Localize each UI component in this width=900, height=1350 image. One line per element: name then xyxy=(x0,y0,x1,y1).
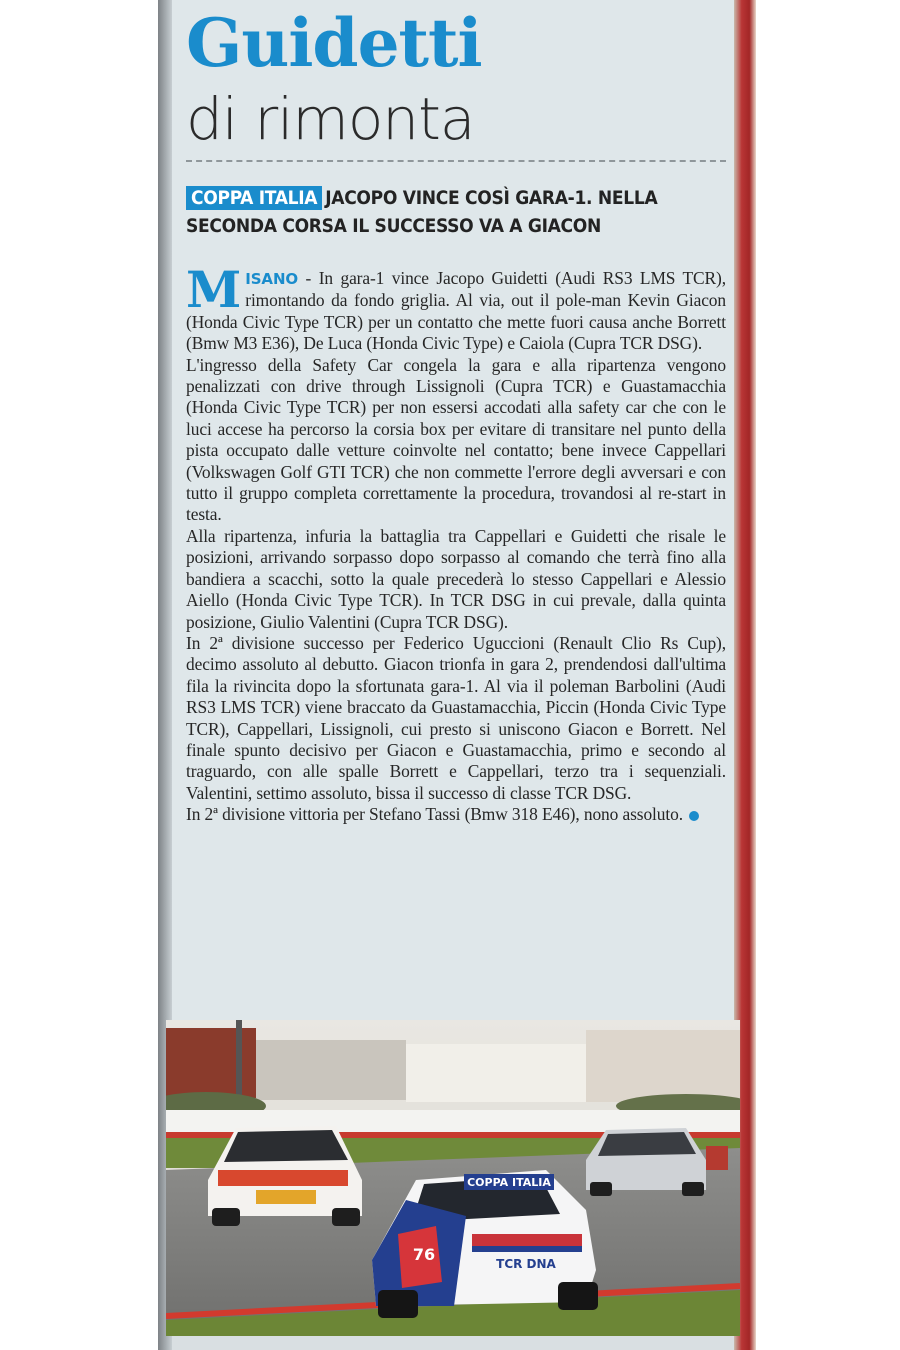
race-photo-illustration xyxy=(166,1020,740,1336)
paragraph-5-text: In 2ª divisione vittoria per Stefano Tassi (Bmw 318 E46), nono assoluto. xyxy=(186,804,683,825)
building-grey xyxy=(256,1040,406,1100)
paragraph-2: L'ingresso della Safety Car congela la gara e alla ripartenza vengono penalizzati con drive through Lissignoli (Cupra TCR) e Guastamacchia (Honda Civic Type TCR) per non essersi accodati alla safety car che con le luci accese ha percorso la corsia box per evitare di transitare nel punto della pista occupato dalle vetture coinvolte nel contatto; bene invece Cappellari (Volkswagen Golf GTI TCR) che non commette l'errore degli avversari e con tutto il gruppo completa correttamente la procedura, trovandosi al re-start in testa. xyxy=(186,354,726,525)
article-title: Guidetti xyxy=(186,4,482,82)
paragraph-1-text: - In gara-1 vince Jacopo Guidetti (Audi RS3 LMS TCR), rimontando da fondo griglia. Al via, out il pole-man Kevin Giacon (Honda Civic Type TCR) per un contatto che mette fuori causa anche Borrett (Bmw M3 E36), De Luca (Honda Civic Type) e Caiola (Cupra TCR DSG). xyxy=(186,268,726,354)
paragraph-5 xyxy=(186,804,726,825)
article-body xyxy=(186,260,726,826)
building-right xyxy=(586,1030,740,1102)
section-badge: COPPA ITALIA xyxy=(186,186,322,210)
article-subtitle: di rimonta xyxy=(186,85,475,153)
silver-car xyxy=(586,1128,706,1196)
building-white xyxy=(406,1044,586,1102)
race-photo xyxy=(166,1020,740,1336)
car-number: 76 xyxy=(412,1245,436,1264)
dateline: ISANO xyxy=(245,270,299,288)
paragraph-3: Alla ripartenza, infuria la battaglia tra Cappellari e Guidetti che risale le posizioni, arrivando sorpasso dopo sorpasso al comando che terrà fino alla bandiera a scacchi, sotto la quale precederà lo stesso Cappellari e Alessio Aiello (Honda Civic Type TCR). In TCR DSG in cui prevale, dalla quinta posizione, Giulio Valentini (Cupra TCR DSG). xyxy=(186,525,726,632)
article-kicker xyxy=(186,184,726,240)
drop-cap: M xyxy=(186,260,242,319)
honda-car xyxy=(208,1126,362,1226)
kicker-text: JACOPO VINCE COSÌ GARA-1. NELLA SECONDA CORSA IL SUCCESSO VA A GIACON xyxy=(186,187,658,237)
red-car-partial xyxy=(706,1146,728,1170)
pole xyxy=(236,1020,242,1100)
car-sponsor: TCR DNA xyxy=(496,1257,556,1271)
paragraph-1 xyxy=(186,260,726,355)
dashed-divider xyxy=(186,160,726,162)
building-red xyxy=(166,1028,256,1098)
paragraph-4: In 2ª divisione successo per Federico Uguccioni (Renault Clio Rs Cup), decimo assoluto al debutto. Giacon trionfa in gara 2, prendendosi dall'ultima fila la rivincita dopo la sfortunata gara-1. Al via il poleman Barbolini (Audi RS3 LMS TCR) viene braccato da Guastamacchia, Piccin (Honda Civic Type TCR), Cappellari, Lissignoli, cui presto si uniscono Giacon e Borrett. Nel finale spunto decisivo per Giacon e Guastamacchia, primo e secondo al traguardo, con alle spalle Borrett e Cappellari, terzo tra i sequenziali. Valentini, settimo assoluto, bissa il successo di classe TCR DSG. xyxy=(186,632,726,803)
end-mark-icon xyxy=(689,811,699,821)
car-banner: COPPA ITALIA xyxy=(467,1176,551,1189)
